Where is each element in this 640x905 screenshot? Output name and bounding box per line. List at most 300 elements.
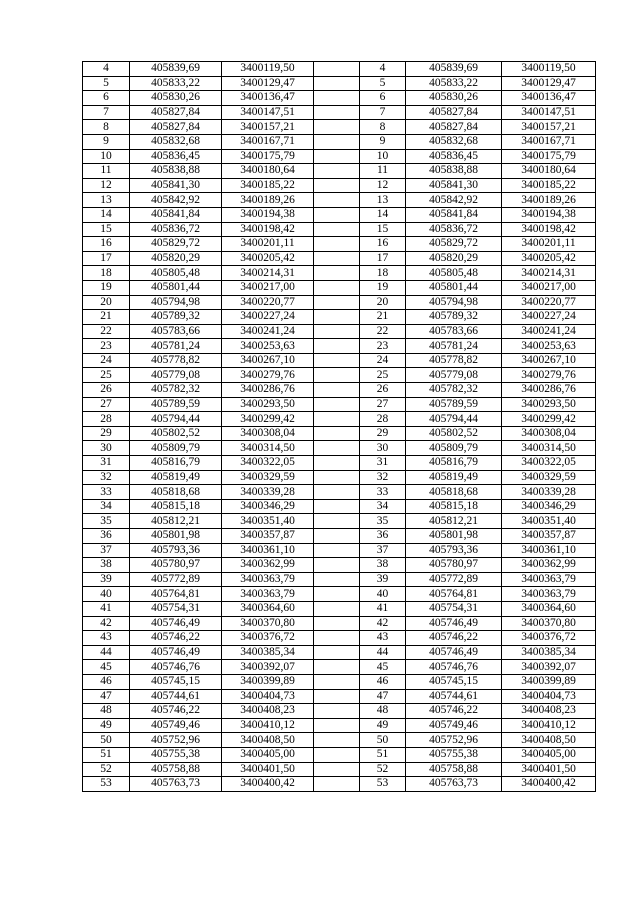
y-coordinate-right: 3400363,79 [502,572,596,587]
point-number-right: 7 [360,105,406,120]
x-coordinate-left: 405754,31 [130,601,222,616]
gap-cell [314,601,360,616]
table-row [83,660,596,675]
gap-cell [314,383,360,398]
point-number-right: 37 [360,543,406,558]
point-number-left: 15 [83,222,130,237]
x-coordinate-left: 405829,72 [130,237,222,252]
point-number-right: 13 [360,193,406,208]
point-number-left: 33 [83,485,130,500]
point-number-left: 51 [83,747,130,762]
x-coordinate-left: 405746,49 [130,645,222,660]
gap-cell [314,368,360,383]
y-coordinate-left: 3400351,40 [222,514,314,529]
y-coordinate-right: 3400241,24 [502,324,596,339]
y-coordinate-right: 3400408,50 [502,733,596,748]
table-row [83,543,596,558]
point-number-right: 30 [360,441,406,456]
point-number-right: 20 [360,295,406,310]
table-row [83,266,596,281]
y-coordinate-right: 3400370,80 [502,616,596,631]
x-coordinate-right: 405830,26 [406,91,502,106]
x-coordinate-left: 405841,30 [130,178,222,193]
gap-cell [314,470,360,485]
table-row [83,558,596,573]
point-number-left: 6 [83,91,130,106]
x-coordinate-right: 405744,61 [406,689,502,704]
x-coordinate-right: 405836,45 [406,149,502,164]
gap-cell [314,397,360,412]
point-number-left: 45 [83,660,130,675]
table-row [83,105,596,120]
point-number-right: 51 [360,747,406,762]
point-number-left: 48 [83,704,130,719]
y-coordinate-left: 3400322,05 [222,456,314,471]
table-row [83,164,596,179]
table-row [83,295,596,310]
y-coordinate-left: 3400267,10 [222,353,314,368]
point-number-right: 29 [360,426,406,441]
y-coordinate-left: 3400314,50 [222,441,314,456]
x-coordinate-right: 405805,48 [406,266,502,281]
y-coordinate-right: 3400314,50 [502,441,596,456]
gap-cell [314,572,360,587]
point-number-left: 41 [83,601,130,616]
y-coordinate-right: 3400363,79 [502,587,596,602]
y-coordinate-right: 3400385,34 [502,645,596,660]
y-coordinate-right: 3400405,00 [502,747,596,762]
y-coordinate-left: 3400205,42 [222,251,314,266]
x-coordinate-left: 405839,69 [130,62,222,77]
gap-cell [314,426,360,441]
y-coordinate-right: 3400180,64 [502,164,596,179]
x-coordinate-left: 405772,89 [130,572,222,587]
table-row [83,616,596,631]
point-number-left: 11 [83,164,130,179]
x-coordinate-left: 405746,22 [130,631,222,646]
point-number-left: 53 [83,777,130,792]
point-number-left: 43 [83,631,130,646]
coordinates-table-body [83,62,596,792]
table-row [83,383,596,398]
point-number-left: 14 [83,207,130,222]
x-coordinate-left: 405820,29 [130,251,222,266]
point-number-right: 43 [360,631,406,646]
x-coordinate-left: 405841,84 [130,207,222,222]
x-coordinate-right: 405816,79 [406,456,502,471]
y-coordinate-right: 3400167,71 [502,134,596,149]
x-coordinate-right: 405801,44 [406,280,502,295]
gap-cell [314,762,360,777]
x-coordinate-right: 405820,29 [406,251,502,266]
x-coordinate-left: 405794,98 [130,295,222,310]
point-number-left: 40 [83,587,130,602]
table-row [83,631,596,646]
table-row [83,747,596,762]
gap-cell [314,689,360,704]
x-coordinate-right: 405764,81 [406,587,502,602]
x-coordinate-right: 405838,88 [406,164,502,179]
point-number-right: 34 [360,499,406,514]
y-coordinate-right: 3400410,12 [502,718,596,733]
y-coordinate-right: 3400136,47 [502,91,596,106]
x-coordinate-left: 405842,92 [130,193,222,208]
coordinates-table [82,61,596,792]
gap-cell [314,733,360,748]
point-number-left: 38 [83,558,130,573]
x-coordinate-right: 405755,38 [406,747,502,762]
table-row [83,529,596,544]
gap-cell [314,499,360,514]
y-coordinate-left: 3400147,51 [222,105,314,120]
y-coordinate-left: 3400214,31 [222,266,314,281]
x-coordinate-right: 405758,88 [406,762,502,777]
gap-cell [314,76,360,91]
table-row [83,120,596,135]
y-coordinate-right: 3400357,87 [502,529,596,544]
x-coordinate-left: 405746,49 [130,616,222,631]
point-number-right: 25 [360,368,406,383]
y-coordinate-right: 3400185,22 [502,178,596,193]
gap-cell [314,353,360,368]
table-row [83,674,596,689]
x-coordinate-left: 405805,48 [130,266,222,281]
x-coordinate-right: 405839,69 [406,62,502,77]
gap-cell [314,412,360,427]
x-coordinate-right: 405842,92 [406,193,502,208]
y-coordinate-left: 3400175,79 [222,149,314,164]
x-coordinate-right: 405793,36 [406,543,502,558]
point-number-left: 27 [83,397,130,412]
y-coordinate-left: 3400279,76 [222,368,314,383]
y-coordinate-left: 3400405,00 [222,747,314,762]
y-coordinate-right: 3400157,21 [502,120,596,135]
y-coordinate-right: 3400189,26 [502,193,596,208]
y-coordinate-right: 3400361,10 [502,543,596,558]
gap-cell [314,645,360,660]
table-row [83,397,596,412]
gap-cell [314,62,360,77]
x-coordinate-right: 405783,66 [406,324,502,339]
x-coordinate-left: 405801,98 [130,529,222,544]
x-coordinate-left: 405746,76 [130,660,222,675]
gap-cell [314,616,360,631]
point-number-right: 50 [360,733,406,748]
y-coordinate-left: 3400293,50 [222,397,314,412]
y-coordinate-right: 3400267,10 [502,353,596,368]
table-row [83,704,596,719]
y-coordinate-left: 3400220,77 [222,295,314,310]
x-coordinate-left: 405783,66 [130,324,222,339]
y-coordinate-left: 3400362,99 [222,558,314,573]
point-number-right: 10 [360,149,406,164]
point-number-left: 32 [83,470,130,485]
y-coordinate-left: 3400329,59 [222,470,314,485]
gap-cell [314,280,360,295]
point-number-right: 11 [360,164,406,179]
y-coordinate-left: 3400227,24 [222,310,314,325]
y-coordinate-left: 3400400,42 [222,777,314,792]
table-row [83,280,596,295]
x-coordinate-right: 405754,31 [406,601,502,616]
x-coordinate-right: 405789,32 [406,310,502,325]
x-coordinate-right: 405812,21 [406,514,502,529]
y-coordinate-right: 3400198,42 [502,222,596,237]
x-coordinate-right: 405827,84 [406,120,502,135]
y-coordinate-right: 3400364,60 [502,601,596,616]
gap-cell [314,704,360,719]
point-number-left: 30 [83,441,130,456]
gap-cell [314,324,360,339]
x-coordinate-right: 405827,84 [406,105,502,120]
point-number-right: 33 [360,485,406,500]
x-coordinate-right: 405778,82 [406,353,502,368]
y-coordinate-left: 3400129,47 [222,76,314,91]
x-coordinate-right: 405836,72 [406,222,502,237]
y-coordinate-right: 3400408,23 [502,704,596,719]
y-coordinate-right: 3400119,50 [502,62,596,77]
gap-cell [314,266,360,281]
gap-cell [314,777,360,792]
x-coordinate-right: 405772,89 [406,572,502,587]
x-coordinate-left: 405802,52 [130,426,222,441]
point-number-left: 35 [83,514,130,529]
y-coordinate-left: 3400119,50 [222,62,314,77]
x-coordinate-left: 405778,82 [130,353,222,368]
y-coordinate-right: 3400400,42 [502,777,596,792]
x-coordinate-right: 405746,22 [406,704,502,719]
point-number-right: 24 [360,353,406,368]
x-coordinate-right: 405819,49 [406,470,502,485]
x-coordinate-right: 405782,32 [406,383,502,398]
y-coordinate-right: 3400147,51 [502,105,596,120]
y-coordinate-right: 3400279,76 [502,368,596,383]
y-coordinate-right: 3400299,42 [502,412,596,427]
x-coordinate-left: 405793,36 [130,543,222,558]
point-number-right: 17 [360,251,406,266]
table-row [83,76,596,91]
y-coordinate-left: 3400241,24 [222,324,314,339]
point-number-left: 29 [83,426,130,441]
y-coordinate-left: 3400201,11 [222,237,314,252]
x-coordinate-right: 405746,76 [406,660,502,675]
x-coordinate-right: 405794,98 [406,295,502,310]
point-number-left: 9 [83,134,130,149]
x-coordinate-right: 405763,73 [406,777,502,792]
y-coordinate-right: 3400362,99 [502,558,596,573]
gap-cell [314,514,360,529]
point-number-left: 10 [83,149,130,164]
x-coordinate-right: 405829,72 [406,237,502,252]
table-row [83,777,596,792]
gap-cell [314,441,360,456]
y-coordinate-right: 3400329,59 [502,470,596,485]
gap-cell [314,178,360,193]
table-row [83,718,596,733]
point-number-right: 18 [360,266,406,281]
y-coordinate-left: 3400401,50 [222,762,314,777]
y-coordinate-left: 3400167,71 [222,134,314,149]
point-number-left: 49 [83,718,130,733]
x-coordinate-right: 405779,08 [406,368,502,383]
x-coordinate-left: 405833,22 [130,76,222,91]
point-number-right: 38 [360,558,406,573]
point-number-right: 42 [360,616,406,631]
y-coordinate-right: 3400392,07 [502,660,596,675]
point-number-left: 5 [83,76,130,91]
y-coordinate-right: 3400339,28 [502,485,596,500]
x-coordinate-right: 405833,22 [406,76,502,91]
x-coordinate-left: 405832,68 [130,134,222,149]
x-coordinate-left: 405744,61 [130,689,222,704]
gap-cell [314,587,360,602]
x-coordinate-right: 405789,59 [406,397,502,412]
y-coordinate-right: 3400351,40 [502,514,596,529]
point-number-right: 14 [360,207,406,222]
point-number-right: 9 [360,134,406,149]
y-coordinate-left: 3400339,28 [222,485,314,500]
gap-cell [314,660,360,675]
table-row [83,733,596,748]
table-row [83,645,596,660]
y-coordinate-left: 3400410,12 [222,718,314,733]
point-number-left: 31 [83,456,130,471]
point-number-right: 52 [360,762,406,777]
point-number-right: 26 [360,383,406,398]
x-coordinate-left: 405755,38 [130,747,222,762]
table-row [83,251,596,266]
point-number-left: 50 [83,733,130,748]
point-number-left: 37 [83,543,130,558]
point-number-right: 32 [360,470,406,485]
x-coordinate-left: 405827,84 [130,120,222,135]
table-row [83,193,596,208]
point-number-left: 4 [83,62,130,77]
gap-cell [314,485,360,500]
x-coordinate-left: 405758,88 [130,762,222,777]
point-number-right: 45 [360,660,406,675]
table-row [83,587,596,602]
point-number-right: 44 [360,645,406,660]
table-row [83,499,596,514]
y-coordinate-right: 3400346,29 [502,499,596,514]
y-coordinate-left: 3400299,42 [222,412,314,427]
y-coordinate-left: 3400286,76 [222,383,314,398]
x-coordinate-left: 405819,49 [130,470,222,485]
y-coordinate-right: 3400401,50 [502,762,596,777]
table-row [83,412,596,427]
gap-cell [314,558,360,573]
x-coordinate-right: 405749,46 [406,718,502,733]
x-coordinate-left: 405782,32 [130,383,222,398]
gap-cell [314,543,360,558]
table-row [83,324,596,339]
gap-cell [314,456,360,471]
table-row [83,426,596,441]
x-coordinate-right: 405752,96 [406,733,502,748]
y-coordinate-right: 3400129,47 [502,76,596,91]
y-coordinate-left: 3400198,42 [222,222,314,237]
y-coordinate-left: 3400392,07 [222,660,314,675]
y-coordinate-right: 3400286,76 [502,383,596,398]
y-coordinate-left: 3400217,00 [222,280,314,295]
point-number-left: 21 [83,310,130,325]
point-number-right: 46 [360,674,406,689]
table-row [83,353,596,368]
x-coordinate-right: 405780,97 [406,558,502,573]
point-number-left: 19 [83,280,130,295]
point-number-right: 12 [360,178,406,193]
y-coordinate-left: 3400308,04 [222,426,314,441]
gap-cell [314,207,360,222]
x-coordinate-left: 405794,44 [130,412,222,427]
gap-cell [314,120,360,135]
point-number-left: 46 [83,674,130,689]
x-coordinate-left: 405830,26 [130,91,222,106]
point-number-right: 41 [360,601,406,616]
y-coordinate-right: 3400214,31 [502,266,596,281]
table-row [83,485,596,500]
x-coordinate-left: 405809,79 [130,441,222,456]
x-coordinate-right: 405832,68 [406,134,502,149]
table-row [83,762,596,777]
gap-cell [314,105,360,120]
x-coordinate-right: 405841,30 [406,178,502,193]
x-coordinate-right: 405809,79 [406,441,502,456]
gap-cell [314,747,360,762]
y-coordinate-left: 3400185,22 [222,178,314,193]
y-coordinate-right: 3400253,63 [502,339,596,354]
x-coordinate-left: 405746,22 [130,704,222,719]
y-coordinate-left: 3400364,60 [222,601,314,616]
point-number-left: 7 [83,105,130,120]
y-coordinate-right: 3400227,24 [502,310,596,325]
point-number-left: 25 [83,368,130,383]
point-number-right: 35 [360,514,406,529]
x-coordinate-right: 405746,49 [406,645,502,660]
point-number-right: 6 [360,91,406,106]
y-coordinate-left: 3400361,10 [222,543,314,558]
point-number-left: 20 [83,295,130,310]
point-number-left: 24 [83,353,130,368]
table-row [83,134,596,149]
y-coordinate-left: 3400385,34 [222,645,314,660]
point-number-left: 26 [83,383,130,398]
y-coordinate-right: 3400399,89 [502,674,596,689]
point-number-left: 44 [83,645,130,660]
point-number-right: 16 [360,237,406,252]
y-coordinate-right: 3400376,72 [502,631,596,646]
gap-cell [314,134,360,149]
table-row [83,368,596,383]
x-coordinate-right: 405746,49 [406,616,502,631]
point-number-left: 39 [83,572,130,587]
x-coordinate-left: 405801,44 [130,280,222,295]
x-coordinate-right: 405818,68 [406,485,502,500]
table-row [83,178,596,193]
gap-cell [314,339,360,354]
x-coordinate-left: 405827,84 [130,105,222,120]
point-number-left: 8 [83,120,130,135]
point-number-left: 18 [83,266,130,281]
x-coordinate-right: 405794,44 [406,412,502,427]
x-coordinate-left: 405764,81 [130,587,222,602]
y-coordinate-left: 3400180,64 [222,164,314,179]
y-coordinate-left: 3400376,72 [222,631,314,646]
y-coordinate-right: 3400220,77 [502,295,596,310]
y-coordinate-left: 3400363,79 [222,572,314,587]
table-row [83,470,596,485]
